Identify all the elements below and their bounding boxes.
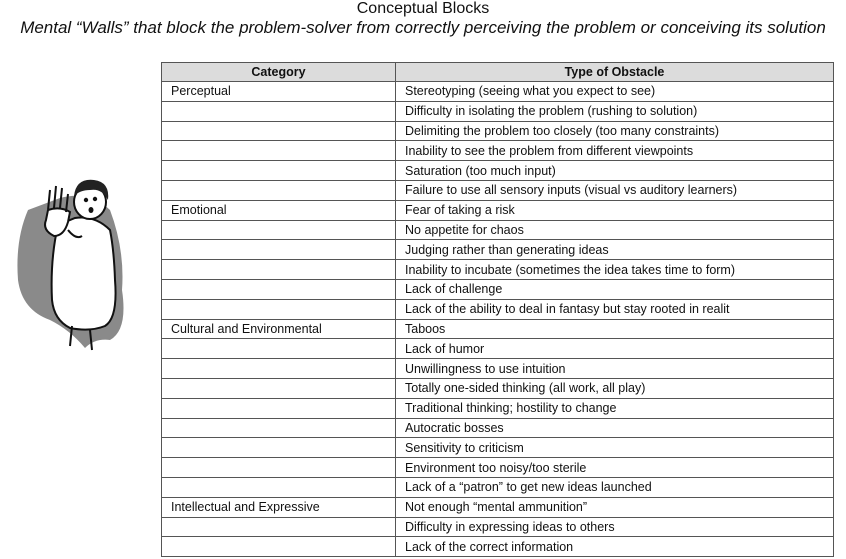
obstacle-cell: Traditional thinking; hostility to change	[396, 398, 834, 418]
category-cell	[162, 220, 396, 240]
table-row	[162, 200, 834, 220]
table-row	[162, 240, 834, 260]
category-cell	[162, 121, 396, 141]
table-row	[162, 339, 834, 359]
obstacle-cell: Lack of a “patron” to get new ideas launched	[396, 477, 834, 497]
obstacle-cell: Fear of taking a risk	[396, 200, 834, 220]
table-row	[162, 260, 834, 280]
category-cell	[162, 101, 396, 121]
category-cell	[162, 279, 396, 299]
obstacle-cell: Difficulty in expressing ideas to others	[396, 517, 834, 537]
category-cell	[162, 477, 396, 497]
category-cell: Intellectual and Expressive	[162, 497, 396, 517]
obstacle-cell: Inability to see the problem from different viewpoints	[396, 141, 834, 161]
obstacle-cell: Saturation (too much input)	[396, 161, 834, 181]
person-pushing-wall-icon	[10, 170, 140, 355]
obstacle-cell: Inability to incubate (sometimes the idea takes time to form)	[396, 260, 834, 280]
obstacle-cell: Taboos	[396, 319, 834, 339]
obstacle-cell: Lack of the correct information	[396, 537, 834, 557]
table-row	[162, 279, 834, 299]
table-row	[162, 438, 834, 458]
obstacle-cell: Lack of the ability to deal in fantasy but stay rooted in realit	[396, 299, 834, 319]
page-title: Conceptual Blocks	[356, 0, 490, 17]
table-row	[162, 497, 834, 517]
table-row	[162, 220, 834, 240]
obstacle-cell: Lack of challenge	[396, 279, 834, 299]
obstacle-cell: Sensitivity to criticism	[396, 438, 834, 458]
category-cell	[162, 517, 396, 537]
category-cell	[162, 378, 396, 398]
obstacle-cell: No appetite for chaos	[396, 220, 834, 240]
category-cell	[162, 438, 396, 458]
category-cell: Perceptual	[162, 82, 396, 102]
conceptual-blocks-table	[161, 62, 834, 557]
table-row	[162, 141, 834, 161]
obstacle-cell: Not enough “mental ammunition”	[396, 497, 834, 517]
category-cell: Cultural and Environmental	[162, 319, 396, 339]
category-cell	[162, 240, 396, 260]
category-cell	[162, 418, 396, 438]
table-row	[162, 359, 834, 379]
table-row	[162, 398, 834, 418]
table-row	[162, 180, 834, 200]
obstacle-cell: Judging rather than generating ideas	[396, 240, 834, 260]
category-cell	[162, 299, 396, 319]
table-row	[162, 418, 834, 438]
obstacle-cell: Environment too noisy/too sterile	[396, 458, 834, 478]
table-row	[162, 161, 834, 181]
category-cell	[162, 458, 396, 478]
table-row	[162, 82, 834, 102]
obstacle-cell: Lack of humor	[396, 339, 834, 359]
obstacle-cell: Stereotyping (seeing what you expect to see)	[396, 82, 834, 102]
column-header-obstacle: Type of Obstacle	[396, 63, 834, 82]
table-row	[162, 458, 834, 478]
table-header-row	[162, 63, 834, 82]
category-cell: Emotional	[162, 200, 396, 220]
category-cell	[162, 339, 396, 359]
table-row	[162, 537, 834, 557]
category-cell	[162, 260, 396, 280]
column-header-category: Category	[162, 63, 396, 82]
obstacle-cell: Unwillingness to use intuition	[396, 359, 834, 379]
table-row	[162, 299, 834, 319]
table-row	[162, 101, 834, 121]
category-cell	[162, 141, 396, 161]
table-row	[162, 477, 834, 497]
category-cell	[162, 359, 396, 379]
table-row	[162, 378, 834, 398]
table-row	[162, 319, 834, 339]
obstacle-cell: Difficulty in isolating the problem (rushing to solution)	[396, 101, 834, 121]
obstacle-cell: Autocratic bosses	[396, 418, 834, 438]
table-row	[162, 121, 834, 141]
table-row	[162, 517, 834, 537]
category-cell	[162, 398, 396, 418]
obstacle-cell: Failure to use all sensory inputs (visual vs auditory learners)	[396, 180, 834, 200]
obstacle-cell: Delimiting the problem too closely (too many constraints)	[396, 121, 834, 141]
category-cell	[162, 161, 396, 181]
page-subtitle: Mental “Walls” that block the problem-solver from correctly perceiving the problem or conceiving its solution	[20, 18, 826, 37]
obstacle-cell: Totally one-sided thinking (all work, all play)	[396, 378, 834, 398]
category-cell	[162, 180, 396, 200]
category-cell	[162, 537, 396, 557]
